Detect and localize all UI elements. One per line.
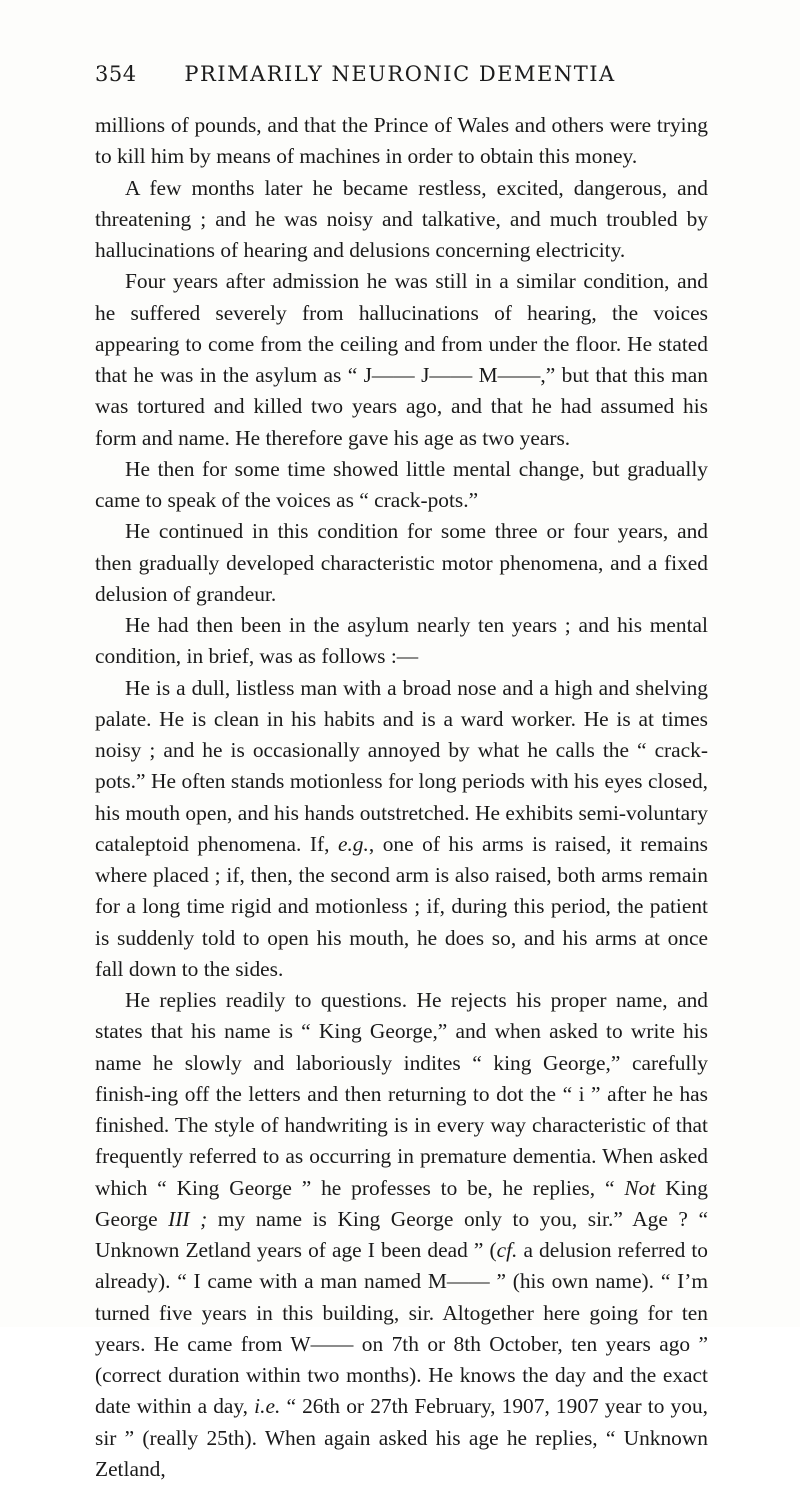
italic-text: e.g.: [337, 831, 369, 856]
text-run: , one of his arms is raised, it remains where placed ; if, then, the second arm is also raised, both arms remain for a long time rigid and motionless ; if, during this period, the patient is suddenly told to open his mouth, he does so, and his arms at once fall down to the sides.: [95, 831, 708, 981]
paragraph: [95, 173, 708, 267]
italic-text: cf.: [496, 1238, 518, 1262]
paragraph: [95, 673, 708, 986]
paragraph: [95, 610, 708, 673]
page-number: 354: [95, 62, 137, 86]
running-head: [95, 62, 705, 92]
italic-text: Not: [624, 1175, 656, 1200]
chapter-title: PRIMARILY NEURONIC DEMENTIA: [184, 62, 616, 86]
paragraph: [95, 516, 708, 610]
text-run: He then for some time showed little mental change, but gradually came to speak of the voices as “ crack-pots.”: [95, 456, 708, 512]
text-run: a delusion referred to already). “ I came with a man named M—— ” (his own name). “ I’m turned five years in this building, sir. Altogether here going for ten years. He came from W—— on 7th or 8th October, ten years ago ” (correct duration within two months). He knows the day and the exact date within a day,: [95, 1238, 708, 1419]
text-run: King George: [95, 1175, 708, 1231]
paragraph: [95, 110, 708, 173]
text-run: millions of pounds, and that the Prince of Wales and others were trying to kill him by means of machines in order to obtain this money.: [95, 113, 708, 169]
text-run: A few months later he became restless, excited, dangerous, and threatening ; and he was noisy and talkative, and much troubled by hallucinations of hearing and delusions concerning electricity.: [95, 175, 708, 262]
paragraph: [95, 985, 708, 1485]
text-run: He replies readily to questions. He rejects his proper name, and states that his name is “ King George,” and when asked to write his name he slowly and laboriously indites “ king George,” carefully finish-ing off the letters and then returning to dot the “ i ” after he has finished. The style of handwriting is in every way characteristic of that frequently referred to as occurring in premature dementia. When asked which “ King George ” he professes to be, he replies, “: [95, 988, 708, 1200]
text-run: He continued in this condition for some three or four years, and then gradually developed characteristic motor phenomena, and a fixed delusion of grandeur.: [95, 519, 708, 606]
body-text: [95, 110, 708, 1485]
text-run: my name is King George only to you, sir.” Age ? “ Unknown Zetland years of age I been dead ” (: [95, 1206, 708, 1262]
italic-text: i.e.: [254, 1394, 281, 1419]
text-run: He is a dull, listless man with a broad nose and a high and shelving palate. He is clean in his habits and is a ward worker. He is at times noisy ; and he is occasionally annoyed by what he calls the “ crack-pots.” He often stands motionless for long periods with his eyes closed, his mouth open, and his hands outstretched. He exhibits semi-voluntary cataleptoid phenomena. If,: [95, 675, 708, 856]
italic-text: III ;: [168, 1206, 208, 1231]
text-run: “ 26th or 27th February, 1907, 1907 year to you, sir ” (really 25th). When again asked his age he replies, “ Unknown Zetland,: [95, 1394, 708, 1481]
text-run: He had then been in the asylum nearly ten years ; and his mental condition, in brief, was as follows :—: [95, 613, 708, 669]
text-run: Four years after admission he was still in a similar condition, and he suffered severely from hallucinations of hearing, the voices appearing to come from the ceiling and from under the floor. He stated that he was in the asylum as “ J—— J—— M——,” but that this man was tortured and killed two years ago, and that he had assumed his form and name. He therefore gave his age as two years.: [95, 269, 708, 450]
paragraph: [95, 454, 708, 517]
paragraph: [95, 266, 708, 454]
